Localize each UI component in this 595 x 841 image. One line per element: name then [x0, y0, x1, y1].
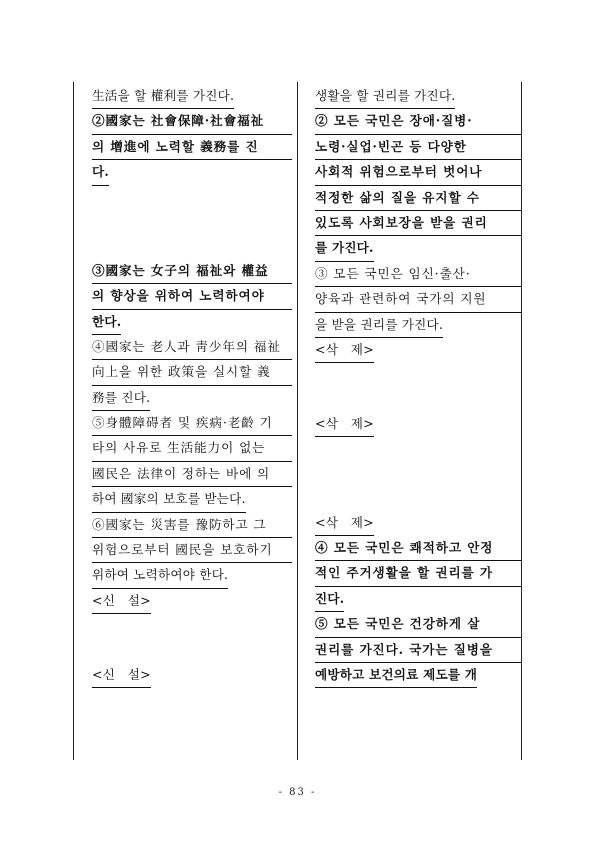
text-line: 양육과 관련하여 국가의 지원	[315, 287, 522, 312]
text-line: 하여 國家의 보호를 받는다.	[92, 487, 246, 512]
text-line: 務를 진다.	[92, 386, 150, 411]
text-line: 노령·실업·빈곤 등 다양한	[315, 135, 522, 160]
text-line: ⑤身體障碍者 및 疾病·老齡 기	[92, 411, 292, 436]
text-line: 진다.	[315, 587, 344, 612]
text-line: ②國家는 社會保障·社會福祉	[92, 109, 292, 134]
text-line: ④ 모든 국민은 쾌적하고 안정	[315, 536, 522, 561]
amended-provision-block	[315, 84, 522, 109]
text-line: 한다.	[92, 310, 121, 335]
amended-provision-block	[315, 412, 522, 437]
text-line: 를 가진다.	[315, 236, 374, 261]
text-line: 生活을 할 權利를 가진다.	[92, 84, 234, 109]
text-line: 권리를 가진다. 국가는 질병을	[315, 638, 522, 663]
current-provision-block	[92, 84, 292, 109]
text-line: ③ 모든 국민은 임신·출산·	[315, 262, 522, 287]
page-number: - 83 -	[278, 787, 317, 798]
text-line: 의 향상을 위하여 노력하여야	[92, 284, 292, 309]
text-line: <신 설>	[92, 663, 151, 688]
text-line: 國民은 法律이 정하는 바에 의	[92, 462, 292, 487]
text-line: 위험으로부터 國民을 보호하기	[92, 538, 292, 563]
text-line: 다.	[92, 160, 109, 185]
current-provision-block	[92, 589, 292, 614]
amended-provision-block	[315, 262, 522, 338]
amended-provision-block	[315, 109, 522, 261]
current-text-column	[92, 84, 292, 688]
amended-provision-block	[315, 338, 522, 363]
text-line: ③國家는 女子의 福祉와 權益	[92, 259, 292, 284]
text-line: 向上을 위한 政策을 실시할 義	[92, 360, 292, 385]
amended-provision-block	[315, 536, 522, 612]
text-line: ⑥國家는 災害를 豫防하고 그	[92, 513, 292, 538]
text-line: 타의 사유로 生活能力이 없는	[92, 436, 292, 461]
left-border-rule	[73, 82, 74, 760]
current-provision-block	[92, 109, 292, 185]
text-line: 있도록 사회보장을 받을 권리	[315, 211, 522, 236]
amended-provision-block	[315, 612, 522, 688]
current-provision-block	[92, 259, 292, 335]
text-line: 을 받을 권리를 가진다.	[315, 313, 443, 338]
current-provision-block	[92, 335, 292, 411]
text-line: <신 설>	[92, 589, 151, 614]
current-provision-block	[92, 663, 292, 688]
text-line: ② 모든 국민은 장애·질병·	[315, 109, 522, 134]
current-provision-block	[92, 513, 292, 589]
text-line: 적인 주거생활을 할 권리를 가	[315, 561, 522, 586]
text-line: 위하여 노력하여야 한다.	[92, 563, 228, 588]
text-line: <삭 제>	[315, 511, 374, 536]
text-line: ④國家는 老人과 靑少年의 福祉	[92, 335, 292, 360]
center-divider-rule	[297, 82, 298, 760]
text-line: <삭 제>	[315, 412, 374, 437]
current-provision-block	[92, 411, 292, 513]
text-line: 적정한 삶의 질을 유지할 수	[315, 186, 522, 211]
text-line: 생활을 할 권리를 가진다.	[315, 84, 455, 109]
amended-text-column	[315, 84, 522, 688]
text-line: 사회적 위험으로부터 벗어나	[315, 160, 522, 185]
text-line: 예방하고 보건의료 제도를 개	[315, 663, 477, 688]
amended-provision-block	[315, 511, 522, 536]
text-line: ⑤ 모든 국민은 건강하게 살	[315, 612, 522, 637]
text-line: <삭 제>	[315, 338, 374, 363]
text-line: 의 增進에 노력할 義務를 진	[92, 135, 292, 160]
